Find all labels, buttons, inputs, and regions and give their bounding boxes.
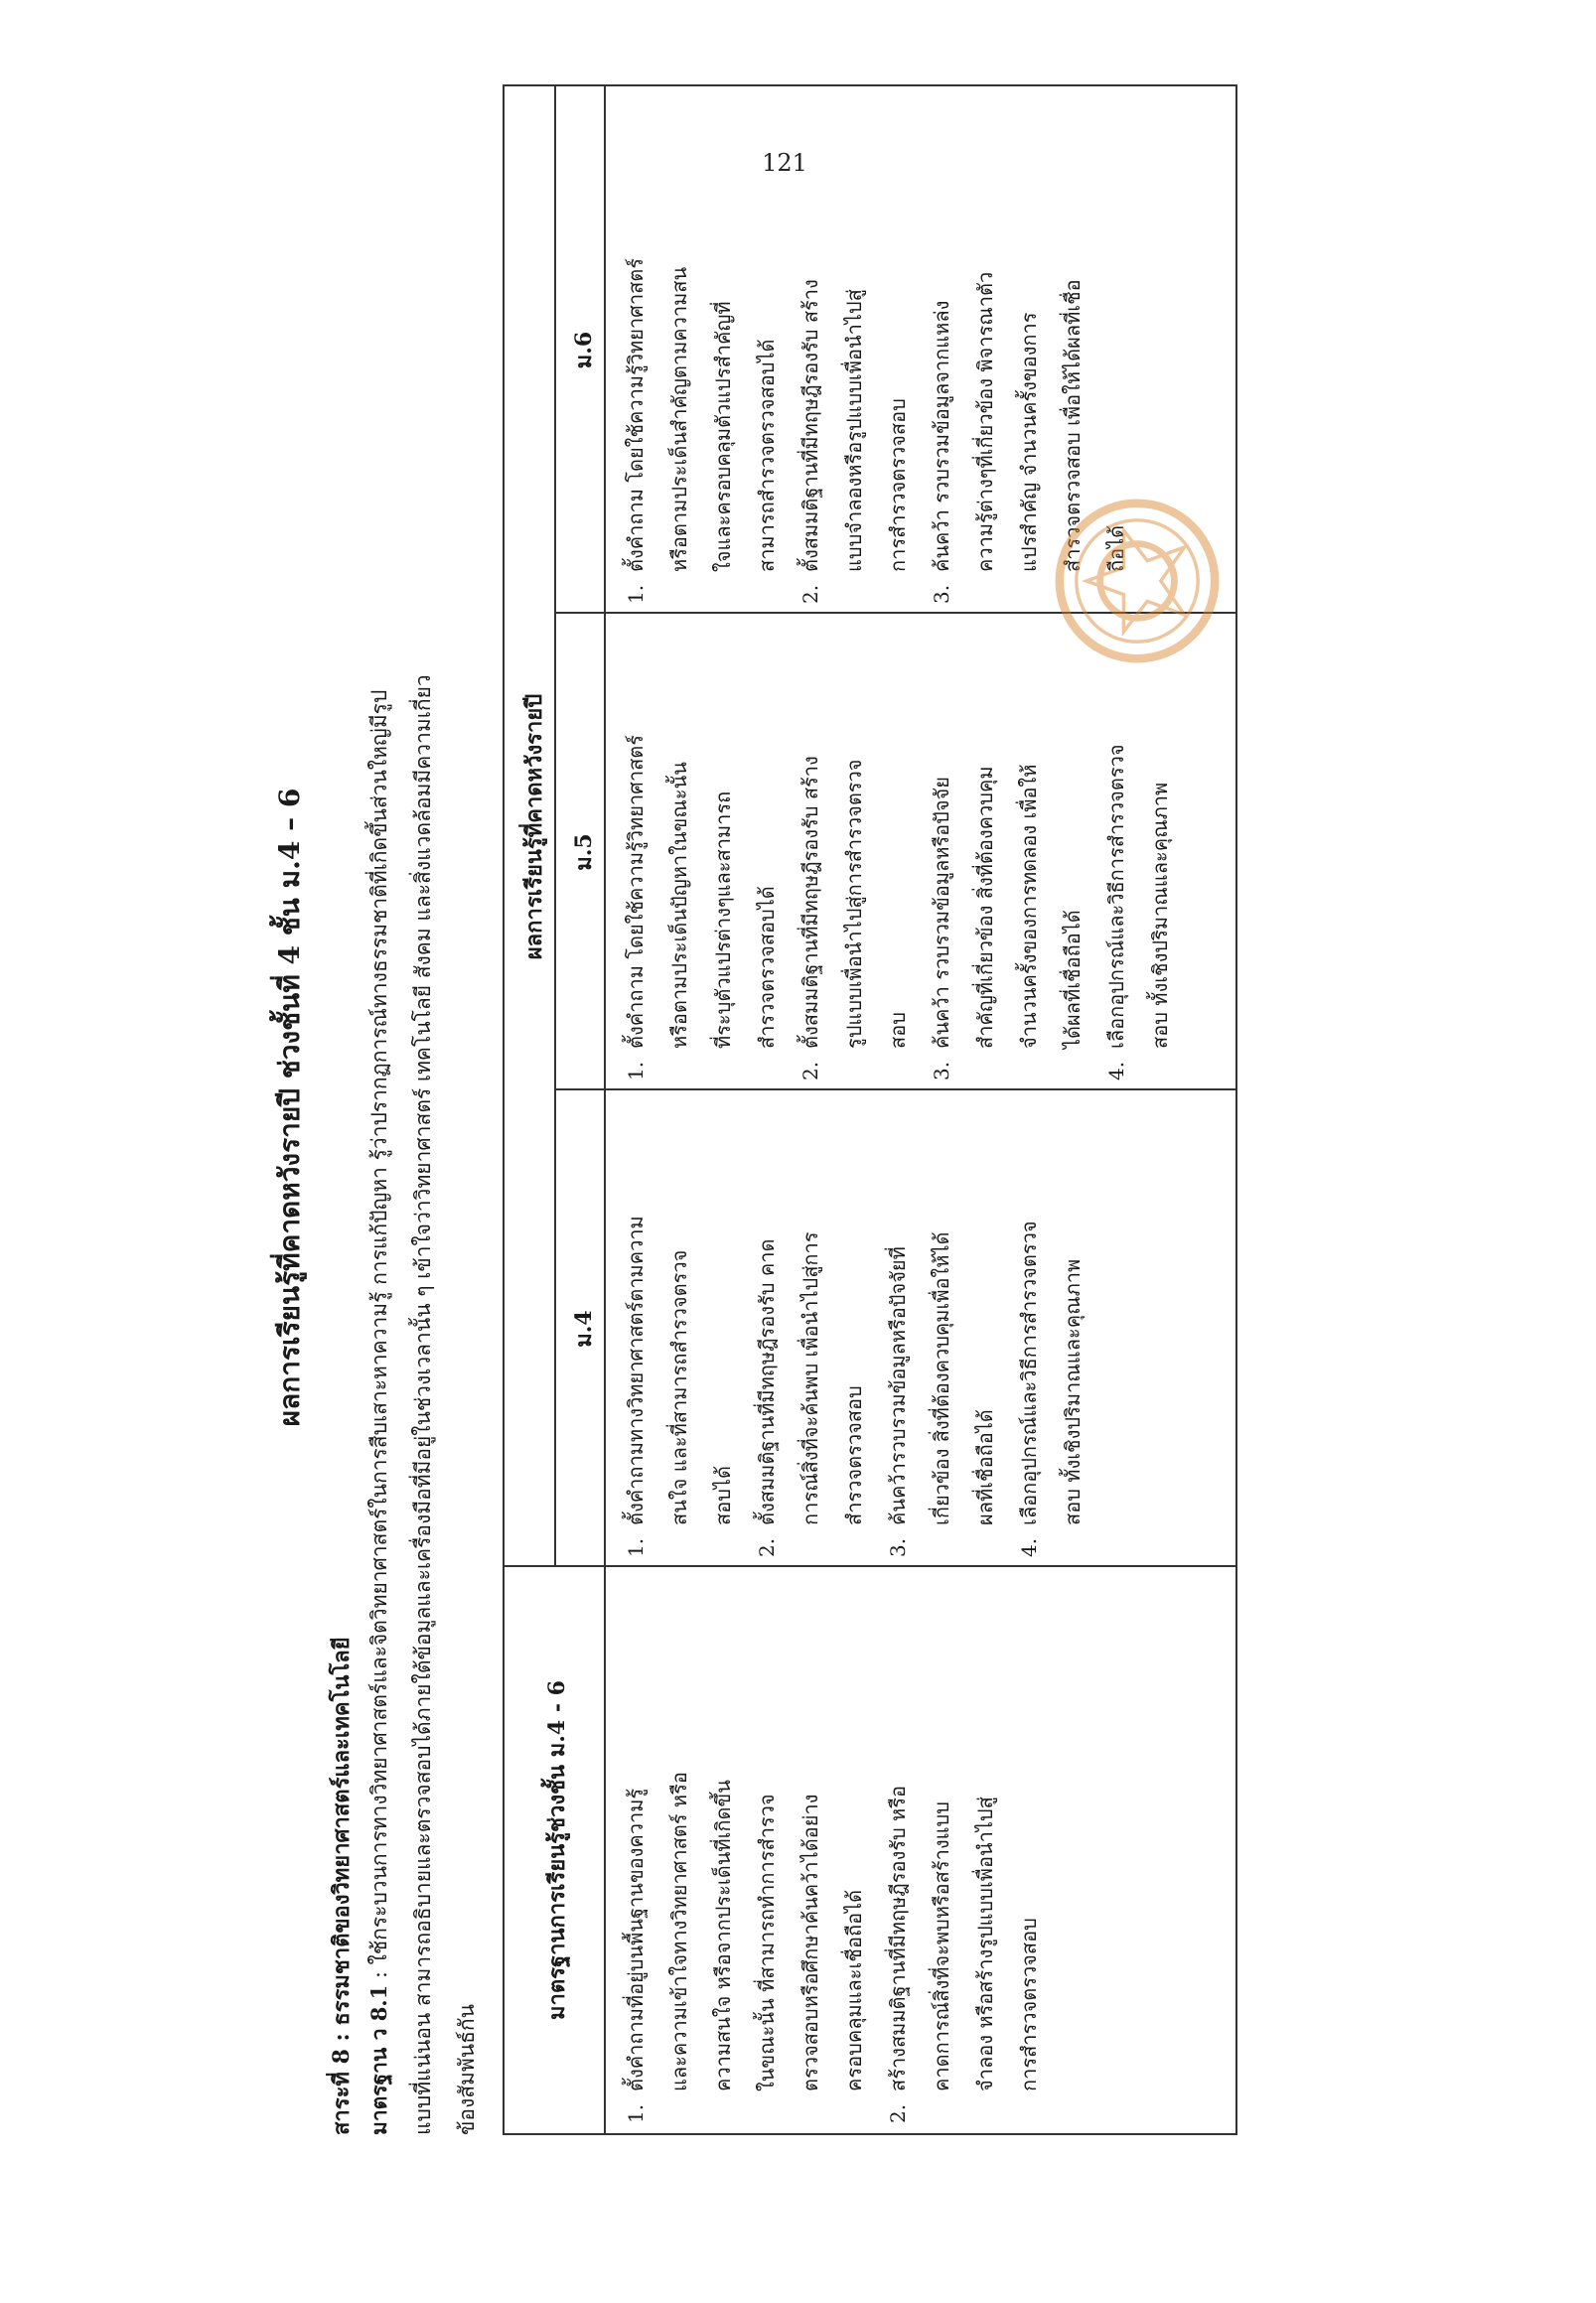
list-item [1007,1097,1094,1559]
page-title: ผลการเรียนรู้ที่คาดหวังรายปี ช่วงชั้นที่ 4 ชั้น ม.4 – 6 [273,788,306,1427]
item-text-line: จำนวนครั้งของการทดลอง เพื่อให้ [1017,764,1041,1049]
item-text-line: ถือได้ [1104,524,1128,572]
item-text-line: สอบ ทั้งเชิงปริมาณและคุณภาพ [1148,782,1172,1049]
item-text-line: สอบ [886,1012,910,1049]
rotated-content [268,79,1261,2135]
column-standard [614,1574,1051,2125]
item-text-line: ที่ระบุตัวแปรต่างๆและสามารถ [711,791,735,1049]
item-text-line: หรือตามประเด็นสำคัญตามความสน [667,266,691,572]
item-text-line: แบบจำลองหรือรูปแบบเพื่อนำไปสู่ [842,289,866,572]
item-number: 4. [1104,1061,1128,1080]
column-m4 [614,1097,1094,1559]
list-item [614,94,789,606]
item-text-line: ค้นคว้ารวบรวมข้อมูลหรือปัจจัยที่ [886,1246,910,1525]
item-text-line: เลือกอุปกรณ์และวิธีการสำรวจตรวจ [1104,744,1128,1049]
item-text-line: ตั้งคำถามที่อยู่บนพื้นฐานของความรู้ [624,1788,648,2091]
item-number: 3. [930,584,953,604]
item-text-line: เลือกอุปกรณ์และวิธีการสำรวจตรวจ [1017,1221,1041,1525]
list-item [920,621,1094,1082]
list-item [745,1097,876,1559]
standard-line-2: แบบที่แน่นอน สามารถอธิบายและตรวจสอบได้ภายใต้ข้อมูลและเครื่องมือที่มีอยู่ในช่วงเวลานั้น ๆ เข้าใจว่าวิทยาศาสตร์ เทคโนโลยี สังคม และสิ่งแวดล้อมมีความเกี่ยว [411,674,435,2135]
item-text-line: ตั้งสมมติฐานที่มีทฤษฎีรองรับ สร้าง [798,279,822,572]
item-text-line: คาดการณ์สิ่งที่จะพบหรือสร้างแบบ [930,1801,953,2091]
item-text-line: และความเข้าใจทางวิทยาศาสตร์ หรือ [667,1772,691,2091]
item-number: 2. [886,2103,910,2123]
list-item [876,1097,1007,1559]
item-text-line: รูปแบบเพื่อนำไปสู่การสำรวจตรวจ [842,759,866,1049]
item-text-line: สอบ ทั้งเชิงปริมาณและคุณภาพ [1061,1258,1085,1525]
list-item [1094,621,1182,1082]
item-text-line: การสำรวจตรวจสอบ [1017,1918,1041,2091]
item-text-line: ได้ผลที่เชื่อถือได้ [1061,910,1085,1049]
item-number: 2. [798,1061,822,1080]
page-number: 121 [762,149,807,177]
list-item [876,1574,1051,2125]
item-number: 1. [624,2103,648,2123]
standard-line-1 [363,690,396,2135]
item-number: 1. [624,1537,648,1557]
header-expected-outcomes: ผลการเรียนรู้ที่คาดหวังรายปี [521,693,547,960]
list-item [614,621,789,1082]
header-standard: มาตรฐานการเรียนรู้ช่วงชั้น ม.4 - 6 [544,1680,570,2020]
item-number: 2. [755,1537,779,1557]
header-m5: ม.5 [571,833,597,871]
learning-outcomes-table [503,84,1237,2135]
item-number: 1. [624,584,648,604]
item-text-line: ตั้งสมมติฐานที่มีทฤษฎีรองรับ สร้าง [798,756,822,1049]
item-text-line: ค้นคว้า รวบรวมข้อมูลหรือปัจจัย [930,777,953,1049]
standard-label: มาตรฐาน ว 8.1 [366,1984,391,2135]
item-text-line: สำคัญที่เกี่ยวข้อง สิ่งที่ต้องควบคุม [973,766,997,1049]
item-text-line: เกี่ยวข้อง สิ่งที่ต้องควบคุมเพื่อให้ได้ [930,1231,953,1525]
item-number: 3. [886,1537,910,1557]
item-text-line: สำรวจตรวจสอบ [842,1385,866,1525]
item-text-line: ค้นคว้า รวบรวมข้อมูลจากแหล่ง [930,300,953,572]
divider [554,1088,1235,1090]
standard-line-3: ข้องสัมพันธ์กัน [455,2004,479,2135]
divider [604,86,606,2133]
item-text-line: สร้างสมมติฐานที่มีทฤษฎีรองรับ หรือ [886,1786,910,2091]
item-text-line: สำรวจตรวจสอบ เพื่อให้ได้ผลที่เชื่อ [1061,279,1085,572]
item-text-line: ในขณะนั้น ที่สามารถทำการสำรวจ [755,1794,779,2091]
item-text-line: ครอบคลุมและเชื่อถือได้ [842,1889,866,2091]
column-m5 [614,621,1182,1082]
header-m6: ม.6 [571,331,597,369]
item-text-line: สามารถสำรวจตรวจสอบได้ [755,339,779,572]
item-text-line: ตั้งสมมติฐานที่มีทฤษฎีรองรับ คาด [755,1238,779,1525]
item-text-line: ตั้งคำถาม โดยใช้ความรู้วิทยาศาสตร์ [624,257,648,572]
divider [554,86,556,1567]
item-text-line: จำลอง หรือสร้างรูปแบบเพื่อนำไปสู่ [973,1797,997,2091]
item-number: 1. [624,1061,648,1080]
item-number: 2. [798,584,822,604]
divider [505,1565,1235,1567]
item-text-line: ใจและครอบคลุมตัวแปรสำคัญที่ [711,301,735,572]
list-item [789,94,920,606]
item-text-line: ผลที่เชื่อถือได้ [973,1409,997,1525]
list-item [614,1097,745,1559]
seal-icon [1053,497,1222,665]
item-text-line: การสำรวจตรวจสอบ [886,398,910,572]
item-number: 4. [1017,1537,1041,1557]
item-text-line: สนใจ และที่สามารถสำรวจตรวจ [667,1249,691,1525]
item-text-line: ความสนใจ หรือจากประเด็นที่เกิดขึ้น [711,1780,735,2091]
item-text-line: แปรสำคัญ จำนวนครั้งของการ [1017,312,1041,572]
item-number: 3. [930,1061,953,1080]
item-text-line: สอบได้ [711,1466,735,1525]
item-text-line: ตรวจสอบหรือศึกษาค้นคว้าได้อย่าง [798,1794,822,2091]
standard-text-1: : ใช้กระบวนการทางวิทยาศาสตร์และจิตวิทยาศาสตร์ในการสืบเสาะหาความรู้ การแก้ปัญหา รู้ว่าปรากฏการณ์ทางธรรมชาติที่เกิดขึ้นส่วนใหญ่มีรูป [367,689,391,1985]
item-text-line: ตั้งคำถามทางวิทยาศาสตร์ตามความ [624,1216,648,1525]
item-text-line: ความรู้ต่างๆที่เกี่ยวข้อง พิจารณาตัว [973,271,997,572]
item-text-line: ตั้งคำถาม โดยใช้ความรู้วิทยาศาสตร์ [624,734,648,1049]
item-text-line: หรือตามประเด็นปัญหาในขณะนั้น [667,762,691,1049]
item-text-line: สำรวจตรวจสอบได้ [755,886,779,1049]
header-m4: ม.4 [571,1310,597,1348]
strand-heading: สาระที่ 8 : ธรรมชาติของวิทยาศาสตร์และเทคโนโลยี [329,1637,355,2135]
item-text-line: การณ์สิ่งที่จะค้นพบ เพื่อนำไปสู่การ [798,1231,822,1525]
list-item [789,621,920,1082]
institution-seal-watermark [1053,497,1222,665]
list-item [614,1574,876,2125]
